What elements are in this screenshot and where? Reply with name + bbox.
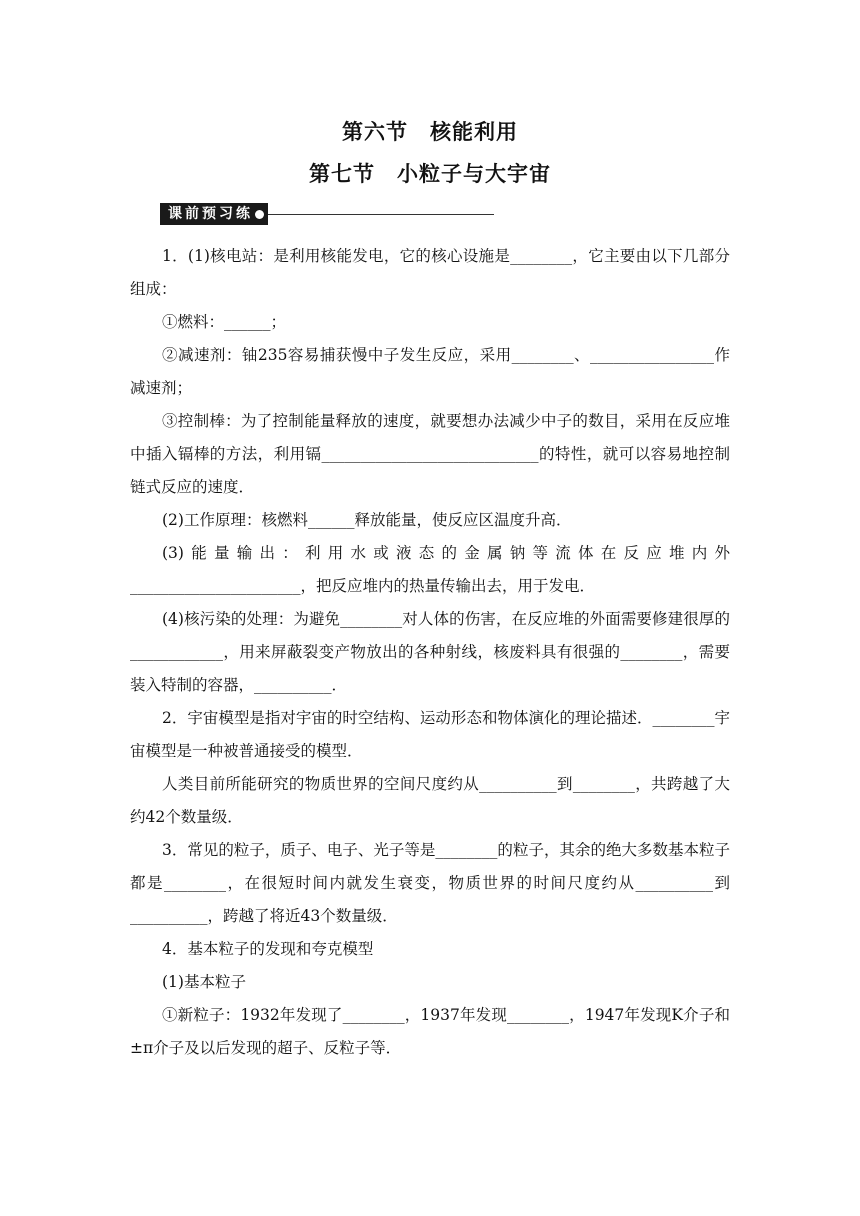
banner-rule [268, 214, 494, 215]
q1-energy-output: (3)能量输出：利用水或液态的金属钠等流体在反应堆内外______________________，把反应堆内的热量传输出去，用于发电． [130, 544, 730, 595]
q2-universe-model: 2．宇宙模型是指对宇宙的时空结构、运动形态和物体演化的理论描述．________宇宙模型是一种被普通接受的模型． [130, 709, 730, 760]
q4-new-particles: ①新粒子：1932年发现了________，1937年发现________，1947年发现K介子和±π介子及以后发现的超子、反粒子等． [130, 1006, 730, 1057]
section-title-6: 第六节 核能利用 [342, 120, 518, 144]
q1-nuclear-plant: 1．(1)核电站：是利用核能发电，它的核心设施是________，它主要由以下几部分组成： [130, 247, 730, 298]
q1-pollution-handling: (4)核污染的处理：为避免________对人体的伤害，在反应堆的外面需要修建很厚的____________，用来屏蔽裂变产物放出的各种射线，核废料具有很强的________，需要装入特制的容器，__________． [130, 610, 730, 694]
banner-label: 课前预习练 [168, 206, 253, 222]
section-title-7: 第七节 小粒子与大宇宙 [309, 162, 551, 186]
preview-exercise-banner [160, 203, 494, 225]
q1-control-rod: ③控制棒：为了控制能量释放的速度，就要想办法减少中子的数目，采用在反应堆中插入镉棒的方法，利用镉____________________________的特性，就可以容易地控制链式反应的速度． [130, 412, 730, 496]
q4-heading: 4．基本粒子的发现和夸克模型 [162, 940, 374, 958]
q3-particles: 3．常见的粒子，质子、电子、光子等是________的粒子，其余的绝大多数基本粒子都是________，在很短时间内就发生衰变，物质世界的时间尺度约从__________到__________，跨越了将近43个数量级． [130, 841, 730, 925]
exercise-content [130, 240, 730, 1065]
bullet-dot-icon [255, 210, 264, 219]
banner-tag [160, 203, 268, 225]
q1-working-principle: (2)工作原理：核燃料______释放能量，使反应区温度升高． [162, 511, 572, 529]
q4-subheading: (1)基本粒子 [162, 973, 246, 991]
q1-fuel: ①燃料：______； [162, 313, 287, 331]
q2-space-scale: 人类目前所能研究的物质世界的空间尺度约从__________到________，共跨越了大约42个数量级． [130, 775, 730, 826]
q1-moderator: ②减速剂：铀235容易捕获慢中子发生反应，采用________、________________作减速剂； [130, 346, 730, 397]
